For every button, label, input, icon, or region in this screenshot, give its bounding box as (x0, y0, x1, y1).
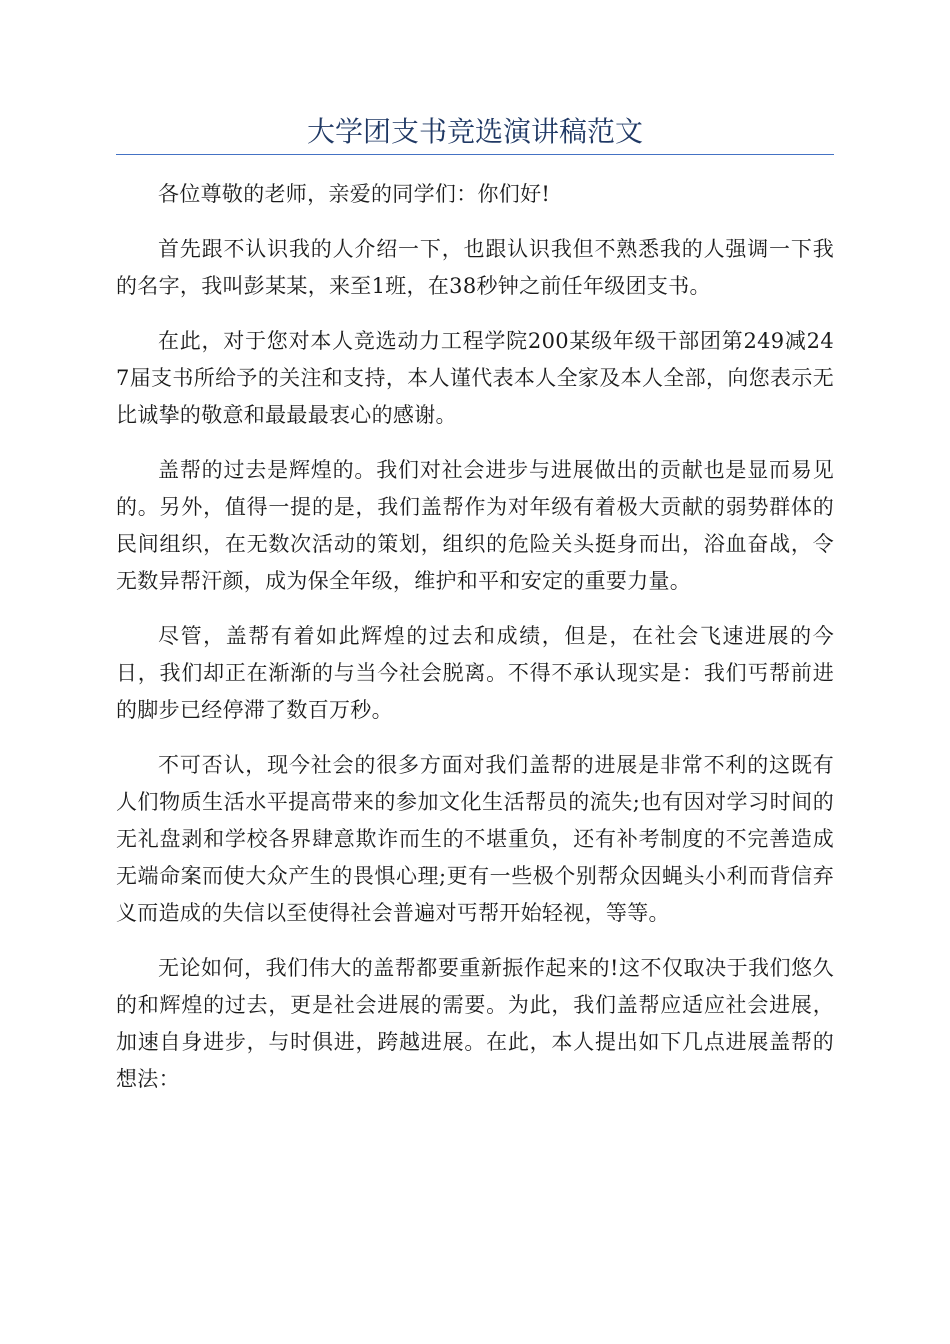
paragraph: 首先跟不认识我的人介绍一下，也跟认识我但不熟悉我的人强调一下我的名字，我叫彭某某，来至1班，在38秒钟之前任年级团支书。 (116, 237, 834, 298)
paragraph: 无论如何，我们伟大的盖帮都要重新振作起来的!这不仅取决于我们悠久的和辉煌的过去，更是社会进展的需要。为此，我们盖帮应适应社会进展，加速自身进步，与时俱进，跨越进展。在此，本人提出如下几点进展盖帮的想法： (116, 956, 834, 1091)
title-underline (116, 154, 834, 155)
document-body (116, 176, 834, 1116)
paragraph: 盖帮的过去是辉煌的。我们对社会进步与进展做出的贡献也是显而易见的。另外，值得一提的是，我们盖帮作为对年级有着极大贡献的弱势群体的民间组织，在无数次活动的策划，组织的危险关头挺身而出，浴血奋战，令无数异帮汗颜，成为保全年级，维护和平和安定的重要力量。 (116, 458, 834, 593)
paragraph-greeting: 各位尊敬的老师，亲爱的同学们：你们好! (158, 182, 551, 206)
document-title: 大学团支书竞选演讲稿范文 (306, 115, 643, 148)
paragraph: 在此，对于您对本人竞选动力工程学院200某级年级干部团第249减247届支书所给予的关注和支持，本人谨代表本人全家及本人全部，向您表示无比诚挚的敬意和最最最衷心的感谢。 (116, 329, 834, 427)
paragraph: 尽管，盖帮有着如此辉煌的过去和成绩，但是，在社会飞速进展的今日，我们却正在渐渐的与当今社会脱离。不得不承认现实是：我们丐帮前进的脚步已经停滞了数百万秒。 (116, 624, 834, 722)
paragraph: 不可否认，现今社会的很多方面对我们盖帮的进展是非常不利的这既有人们物质生活水平提高带来的参加文化生活帮员的流失;也有因对学习时间的无礼盘剥和学校各界肆意欺诈而生的不堪重负，还有补考制度的不完善造成无端命案而使大众产生的畏惧心理;更有一些极个别帮众因蝇头小利而背信弃义而造成的失信以至使得社会普遍对丐帮开始轻视，等等。 (116, 753, 834, 925)
